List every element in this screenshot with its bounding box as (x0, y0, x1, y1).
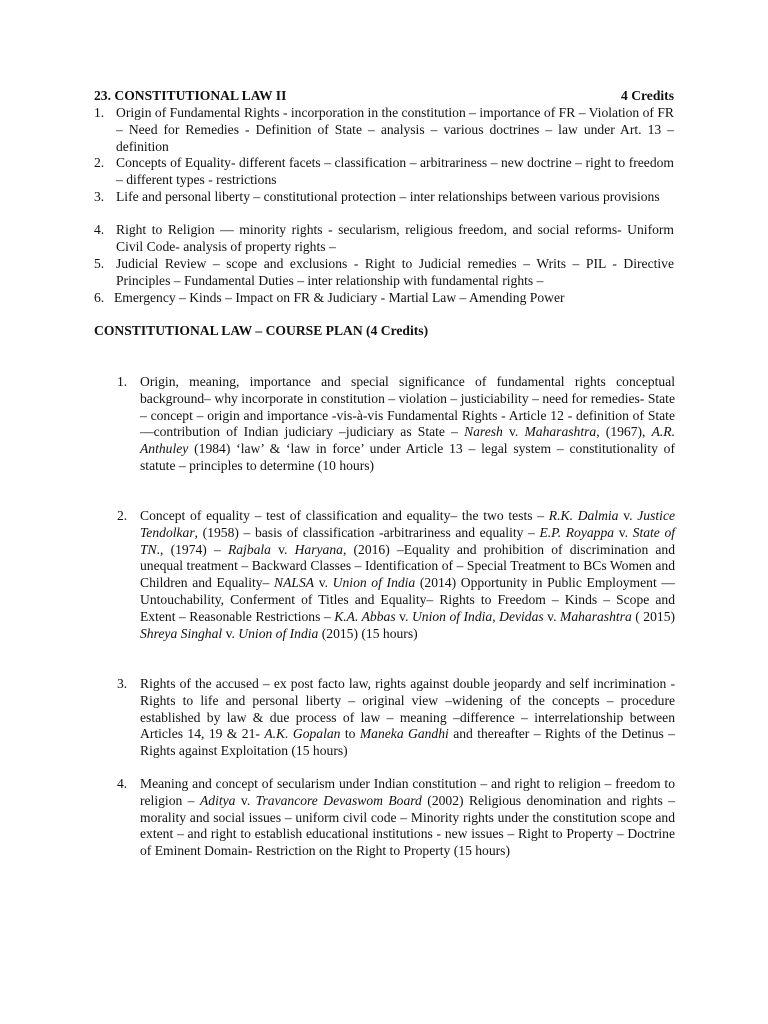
text-segment: (2014) Opportunity in Public Employment –– Untouchability, Conferment of Titles and Equality– Rights to Freedom – Kinds – Scope and Extent – Reasonable Restrictions – (140, 575, 675, 624)
case-name: State of TN (140, 524, 676, 557)
syllabus-item (94, 105, 674, 155)
case-name: A.R. Anthuley (140, 424, 675, 457)
item-text: Life and personal liberty – constitutional protection – inter relationships between various provisions (116, 189, 660, 204)
case-name: Shreya Singhal (140, 625, 223, 641)
course-plan-item (117, 676, 675, 760)
course-plan-heading: CONSTITUTIONAL LAW – COURSE PLAN (4 Credits) (94, 323, 429, 338)
text-segment: v. (543, 608, 560, 624)
item-text: Right to Religion –– minority rights - secularism, religious freedom, and social reforms- Uniform Civil Code- analysis of property rights – (116, 222, 674, 254)
case-name: K.A. Abbas (334, 608, 396, 624)
case-name: Union of India (238, 625, 319, 641)
text-segment: v. (395, 608, 412, 624)
item-number: 1. (117, 374, 128, 389)
case-name: Maneka Gandhi (359, 726, 449, 742)
text-segment: Origin, meaning, importance and special significance of fundamental rights conceptual background– why incorporate in constitution – violation – justiciability – need for remedies- State – concept – origin and importance -vis-à-vis Fundamental Rights - Article 12 - definition of State ––contribution of Indian judiciary –judiciary as State – (140, 374, 675, 440)
text-segment: v. (502, 424, 525, 440)
syllabus-heading (94, 88, 674, 105)
case-name: R.K. Dalmia (548, 508, 619, 523)
case-name: E.P. Royappa (539, 524, 615, 540)
item-number: 4. (94, 222, 105, 237)
item-text (140, 776, 675, 860)
case-name: NALSA (274, 575, 315, 591)
case-name: Maharashtra (560, 608, 632, 624)
syllabus-item (94, 290, 674, 307)
text-segment: , (492, 608, 500, 624)
syllabus-title: 23. CONSTITUTIONAL LAW II (94, 88, 287, 103)
item-number: 5. (94, 256, 105, 271)
text-segment: v. (314, 575, 333, 591)
item-text (140, 374, 675, 475)
syllabus-item (94, 222, 674, 256)
item-number: 3. (117, 676, 128, 691)
text-segment: Concept of equality – test of classification and equality– the two tests – (140, 508, 549, 523)
text-segment: v. (614, 524, 633, 540)
syllabus-item (94, 189, 674, 206)
text-segment: (2015) (15 hours) (318, 625, 418, 641)
item-number: 6. (94, 290, 105, 305)
text-segment: , (1958) – basis of classification -arbitrariness and equality – (194, 524, 540, 540)
syllabus-item (94, 155, 674, 189)
credits-label: 4 Credits (621, 88, 674, 103)
text-segment: Rights of the accused – ex post facto law, rights against double jeopardy and self incrimination - Rights to life and personal liberty – original view –widening of the concepts – procedure established by law & due process of law – meaning –difference – interrelationship between Articles 14, 19 & 21- (140, 676, 675, 742)
item-number: 3. (94, 189, 105, 204)
syllabus-item (94, 256, 674, 290)
case-name: Haryana (294, 541, 343, 557)
case-name: Union of India (411, 608, 493, 624)
item-number: 2. (117, 508, 128, 523)
text-segment: ., (1974) – (156, 541, 228, 557)
case-name: Naresh (464, 424, 503, 440)
item-number: 2. (94, 155, 105, 170)
case-name: Justice Tendolkar (140, 508, 676, 540)
case-name: Union of India (332, 575, 416, 591)
text-segment: v. (618, 508, 638, 523)
item-text (140, 508, 675, 642)
item-text: Origin of Fundamental Rights - incorporation in the constitution – importance of FR – Violation of FR – Need for Remedies - Definition of State – analysis – various doctrines – law under Art. 13 – definition (116, 105, 674, 154)
text-segment: , (2016) –Equality and prohibition of discrimination and unequal treatment – Backward Classes – Identification of – Special Treatment to BCs Women and Children and Equality– (140, 541, 676, 591)
case-name: Devidas (499, 608, 544, 624)
course-plan-item (117, 776, 675, 860)
item-text: Concepts of Equality- different facets – classification – arbitrariness – new doctrine – right to freedom – different types - restrictions (116, 155, 674, 187)
text-segment: , (1967), (596, 424, 652, 440)
item-number: 4. (117, 776, 128, 791)
case-name: Maharashtra (524, 424, 597, 440)
case-name: Travancore Devaswom Board (255, 792, 422, 808)
text-segment: ( 2015) (631, 608, 676, 624)
course-plan-item (117, 374, 675, 475)
item-text: Judicial Review – scope and exclusions - Right to Judicial remedies – Writs – PIL - Directive Principles – Fundamental Duties – inter relationship with fundamental rights – (116, 256, 674, 288)
text-segment: v. (270, 541, 295, 557)
course-plan-item (117, 508, 675, 642)
text-segment: (2002) Religious denomination and rights – morality and social issues – uniform civil code – Minority rights under the constitution scope and extent – and right to establish educational institutions - new issues – Right to Property – Doctrine of Eminent Domain- Restriction on the Right to Property (15 hours) (140, 792, 675, 859)
item-text (140, 676, 675, 760)
text-segment: v. (222, 625, 239, 641)
item-number: 1. (94, 105, 105, 120)
case-name: Rajbala (227, 541, 271, 557)
case-name: Aditya (199, 792, 236, 808)
text-segment: and thereafter – Rights of the Detinus – Rights against Exploitation (15 hours) (140, 726, 676, 759)
text-segment: v. (235, 792, 256, 808)
text-segment: to (340, 726, 360, 742)
text-segment: (1984) ‘law’ & ‘law in force’ under Article 13 – legal system – constitutionality of statute – principles to determine (10 hours) (140, 441, 675, 473)
item-text: Emergency – Kinds – Impact on FR & Judiciary - Martial Law – Amending Power (114, 290, 565, 305)
case-name: A.K. Gopalan (264, 726, 341, 742)
text-segment: Meaning and concept of secularism under Indian constitution – and right to religion – freedom to religion – (140, 776, 675, 808)
